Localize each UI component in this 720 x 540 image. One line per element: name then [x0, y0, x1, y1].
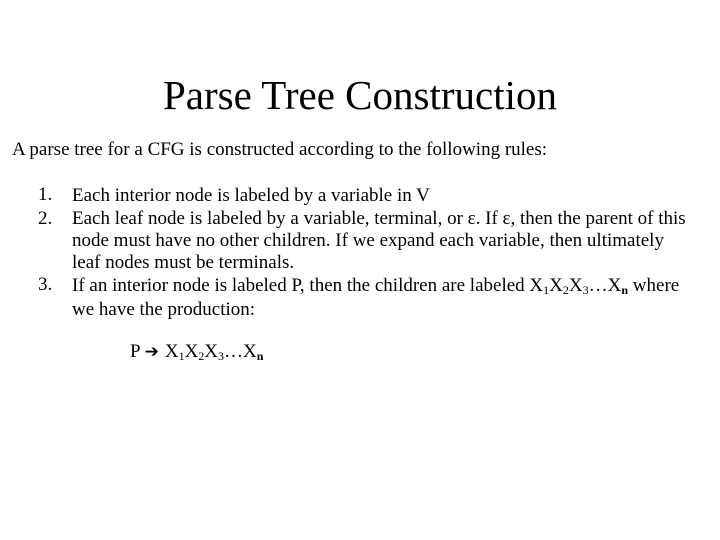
symbol-x: X	[607, 275, 622, 296]
rule-item	[38, 208, 718, 274]
symbol-x: X	[184, 341, 199, 362]
ellipsis: …	[224, 341, 244, 362]
rule-number: 1.	[38, 184, 53, 205]
subscript-3: 3	[218, 349, 225, 363]
rule-item	[38, 184, 718, 208]
rule-line-text: If an interior node is labeled P, then the children are labeled	[72, 275, 530, 296]
rule-number: 2.	[38, 208, 53, 229]
slide-title: Parse Tree Construction	[162, 72, 558, 118]
production-rhs	[165, 341, 264, 362]
rule-line: node must have no other children. If we expand each variable, then ultimately	[72, 230, 664, 251]
rule-line: Each leaf node is labeled by a variable, terminal, or ε. If ε, then the parent of this	[72, 208, 686, 229]
production-rule	[130, 340, 263, 364]
rule-line	[72, 274, 679, 298]
rule-text	[72, 184, 430, 208]
rule-line-tail: where	[628, 275, 680, 296]
rule-line: we have the production:	[72, 299, 256, 320]
rule-number: 3.	[38, 274, 53, 295]
rule-line: Each interior node is labeled by a variable in V	[72, 185, 430, 206]
ellipsis: …	[588, 275, 608, 296]
symbol-x: X	[164, 341, 179, 362]
symbol-x: X	[204, 341, 219, 362]
rules-list	[38, 184, 718, 322]
rule-item	[38, 274, 718, 322]
subscript-2: 2	[198, 349, 205, 363]
rule-text	[72, 274, 679, 322]
symbol-x: X	[529, 275, 544, 296]
subscript-n: n	[621, 283, 629, 297]
rule-text	[72, 208, 686, 274]
subscript-3: 3	[582, 283, 589, 297]
symbol-sequence	[529, 275, 628, 296]
subscript-2: 2	[562, 283, 569, 297]
intro-text: A parse tree for a CFG is constructed according to the following rules:	[12, 139, 548, 160]
subscript-1: 1	[178, 349, 185, 363]
symbol-x: X	[243, 341, 257, 362]
symbol-x: X	[549, 275, 563, 296]
subscript-1: 1	[543, 283, 550, 297]
rule-line: leaf nodes must be terminals.	[72, 252, 295, 273]
production-lhs: P	[130, 341, 141, 362]
right-arrow-icon: ➔	[144, 342, 159, 362]
symbol-x: X	[568, 275, 583, 296]
subscript-n: n	[256, 349, 264, 363]
